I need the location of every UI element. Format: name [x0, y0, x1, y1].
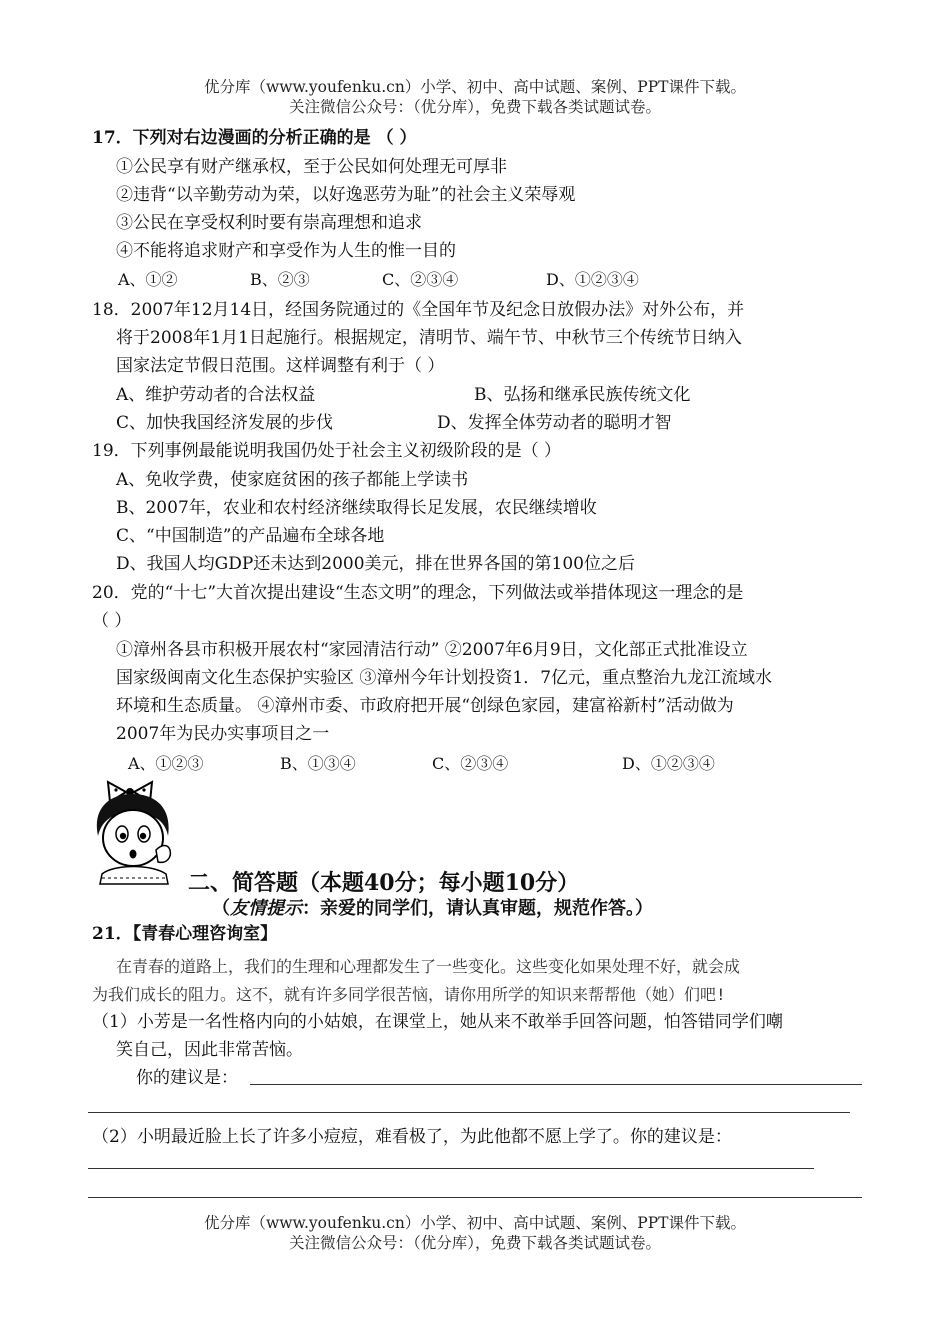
- q17-item-1: ①公民享有财产继承权，至于公民如何处理无可厚非: [116, 157, 507, 177]
- answer-line-1a[interactable]: [250, 1084, 862, 1085]
- q20-body-3: 环境和生态质量。 ④漳州市委、市政府把开展“创绿色家园，建富裕新村”活动做为: [116, 696, 734, 716]
- q18-option-a: A、维护劳动者的合法权益: [116, 385, 316, 405]
- q20-body-1: ①漳州各县市积极开展农村“家园清洁行动” ②2007年6月9日，文化部正式批准设立: [116, 640, 748, 660]
- q18-line-2: 将于2008年1月1日起施行。根据规定，清明节、端午节、中秋节三个传统节日纳入: [116, 328, 742, 348]
- q20-option-d: D、①②③④: [622, 754, 715, 773]
- q18-option-b: B、弘扬和继承民族传统文化: [474, 385, 691, 405]
- q17-item-2: ②违背“以辛勤劳动为荣，以好逸恶劳为耻”的社会主义荣辱观: [116, 185, 576, 205]
- q20-stem: 20．党的“十七”大首次提出建设“生态文明”的理念，下列做法或举措体现这一理念的是: [92, 583, 744, 603]
- tip-label: 友情提示: [230, 898, 302, 919]
- q20-stem-bracket: （ ）: [92, 611, 132, 631]
- q21-part1-line-2: 笑自己，因此非常苦恼。: [116, 1040, 303, 1060]
- header-line-1: 优分库（www.youfenku.cn）小学、初中、高中试题、案例、PPT课件下载。: [203, 78, 747, 96]
- q17-stem: 17．下列对右边漫画的分析正确的是 （ ）: [92, 128, 417, 148]
- q20-body-4: 2007年为民办实事项目之一: [116, 724, 330, 744]
- section-2-tip: [212, 894, 653, 920]
- q17-option-a: A、①②: [118, 270, 178, 289]
- q21-part1-prompt: 你的建议是：: [136, 1068, 238, 1088]
- header-line-2: 关注微信公众号：（优分库），免费下载各类试题试卷。: [288, 98, 661, 116]
- q20-option-c: C、②③④: [432, 754, 509, 773]
- q20-option-a: A、①②③: [128, 754, 204, 773]
- footer-line-2: 关注微信公众号：（优分库），免费下载各类试题试卷。: [288, 1234, 661, 1252]
- section-2-title: 二、简答题（本题40分；每小题10分）: [188, 870, 580, 896]
- answer-line-2b[interactable]: [88, 1197, 862, 1198]
- q19-stem: 19．下列事例最能说明我国仍处于社会主义初级阶段的是（ ）: [92, 441, 562, 461]
- q19-option-a: A、免收学费，使家庭贫困的孩子都能上学读书: [116, 470, 469, 490]
- cartoon-girl-illustration: [88, 778, 184, 886]
- answer-line-1b[interactable]: [88, 1112, 850, 1113]
- tip-open-paren: （: [212, 898, 230, 919]
- q21-title: 21．【青春心理咨询室】: [92, 924, 278, 944]
- q21-intro-2: 为我们成长的阻力。这不，就有许多同学很苦恼，请你用所学的知识来帮帮他（她）们吧!: [92, 985, 726, 1004]
- tip-text: ：亲爱的同学们，请认真审题，规范作答。）: [302, 898, 653, 919]
- q19-option-c: C、“中国制造”的产品遍布全球各地: [116, 526, 385, 546]
- q18-line-1: 18．2007年12月14日，经国务院通过的《全国年节及纪念日放假办法》对外公布，并: [92, 300, 745, 320]
- q18-option-c: C、加快我国经济发展的步伐: [116, 413, 334, 433]
- q17-item-3: ③公民在享受权利时要有崇高理想和追求: [116, 213, 422, 233]
- q21-part2: （2）小明最近脸上长了许多小痘痘，难看极了，为此他都不愿上学了。你的建议是：: [92, 1127, 732, 1147]
- footer-line-1: 优分库（www.youfenku.cn）小学、初中、高中试题、案例、PPT课件下载。: [203, 1214, 747, 1232]
- answer-line-2a[interactable]: [88, 1168, 814, 1169]
- q17-option-b: B、②③: [250, 270, 310, 289]
- q18-option-d: D、发挥全体劳动者的聪明才智: [437, 413, 672, 433]
- q17-item-4: ④不能将追求财产和享受作为人生的惟一目的: [116, 241, 456, 261]
- q19-option-d: D、我国人均GDP还未达到2000美元，排在世界各国的第100位之后: [116, 554, 635, 574]
- q19-option-b: B、2007年，农业和农村经济继续取得长足发展，农民继续增收: [116, 498, 597, 518]
- q20-body-2: 国家级闽南文化生态保护实验区 ③漳州今年计划投资1．7亿元，重点整治九龙江流域水: [116, 668, 773, 688]
- q21-part1-line-1: （1）小芳是一名性格内向的小姑娘，在课堂上，她从来不敢举手回答问题，怕答错同学们嘲: [92, 1012, 783, 1032]
- q17-option-c: C、②③④: [382, 270, 459, 289]
- q20-option-b: B、①③④: [280, 754, 356, 773]
- q21-intro-1: 在青春的道路上，我们的生理和心理都发生了一些变化。这些变化如果处理不好，就会成: [116, 957, 741, 976]
- q17-option-d: D、①②③④: [546, 270, 639, 289]
- q18-line-3: 国家法定节假日范围。这样调整有利于（ ）: [116, 356, 445, 376]
